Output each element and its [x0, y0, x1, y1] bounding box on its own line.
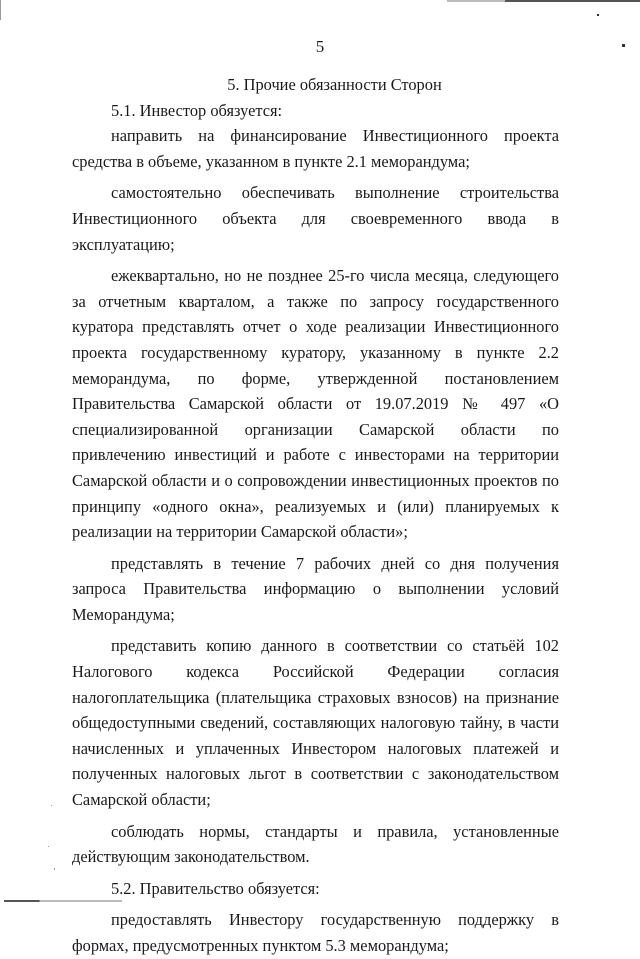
paragraph-quarterly-report: ежеквартально, но не позднее 25-го числа месяца, следующего за отчетным кварталом, а также по запросу государственного куратора представлять отчет о ходе реализации Инвестиционного проекта государственному куратору, указанному в пункте 2.2 меморандума, по форме, утвержденной постановлением Правительства Самарской области от 19.07.2019 № 497 «О специализированной организации Самарской области по привлечению инвестиций и работе с инвесторами на территории Самарской области и о сопровождении инвестиционных проектов по принципу «одного окна», реализуемых и (или) планируемых к реализации на территории Самарской области»; [72, 266, 559, 542]
document-body [72, 72, 559, 959]
section-title: 5. Прочие обязанности Сторон [227, 75, 442, 94]
scan-speck [54, 868, 55, 870]
page-number: 5 [315, 37, 325, 56]
paragraph-compliance: соблюдать нормы, стандарты и правила, установленные действующим законодательством. [72, 821, 559, 867]
scan-speck [48, 846, 49, 847]
scan-speck [597, 14, 599, 16]
paragraph-financing: направить на финансирование Инвестиционного проекта средства в объеме, указанном в пункте 2.1 меморандума; [72, 126, 559, 171]
scan-edge-line [4, 900, 122, 902]
paragraph-tax-consent: представить копию данного в соответствии со статьёй 102 Налогового кодекса Российской Федерации согласия налогоплательщика (плательщика страховых взносов) на признание общедоступными сведений, составляющих налоговую тайну, в части начисленных и уплаченных Инвестором налоговых платежей и полученных налоговых льгот в соответствии с законодательством Самарской области; [72, 636, 559, 810]
clause-5-1-heading: 5.1. Инвестор обязуется: [111, 100, 283, 120]
paragraph-construction: самостоятельно обеспечивать выполнение строительства Инвестиционного объекта для своевременного ввода в эксплуатацию; [72, 183, 559, 254]
paragraph-state-support: предоставлять Инвестору государственную поддержку в формах, предусмотренных пунктом 5.3 меморандума; [72, 910, 559, 955]
scan-edge-mark [0, 0, 1, 20]
scan-edge-line [447, 0, 640, 2]
clause-5-2-heading: 5.2. Правительство обязуется: [111, 878, 320, 898]
paragraph-information: представлять в течение 7 рабочих дней со дня получения запроса Правительства информацию о выполнении условий Меморандума; [72, 553, 559, 624]
scan-speck [51, 805, 52, 806]
